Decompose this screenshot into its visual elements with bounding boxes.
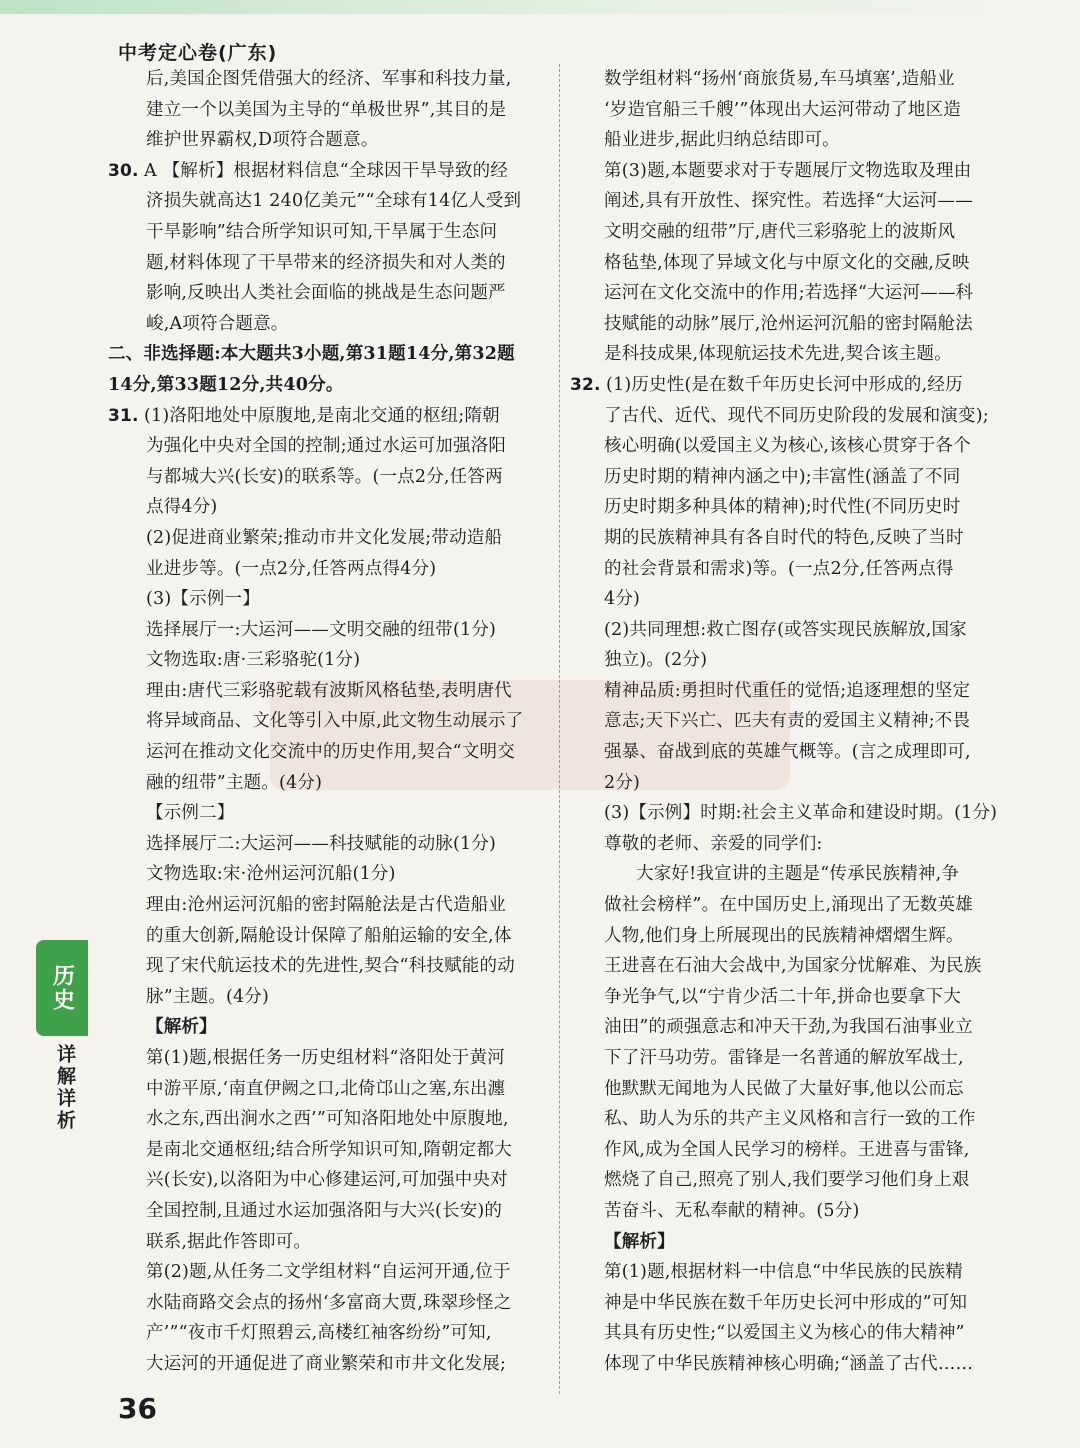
text-line: 数学组材料“扬州‘商旅货易,车马填塞’,造船业: [604, 69, 955, 89]
top-edge-band: [0, 0, 1080, 14]
text-line: 文明交融的纽带”厅,唐代三彩骆驼上的波斯风: [604, 221, 956, 242]
text-line: 阐述,具有开放性、探究性。若选择“大运河——: [604, 191, 973, 212]
text-line: 脉”主题。(4分): [146, 986, 270, 1007]
text-line: 业进步等。(一点2分,任答两点得4分): [146, 558, 437, 579]
text-line: 维护世界霸权,D项符合题意。: [146, 130, 379, 151]
text-line: 技赋能的动脉”展厅,沧州运河沉船的密封隔舱法: [604, 313, 973, 334]
text-line: 融的纽带”主题。(4分): [146, 772, 323, 793]
text-line: 船业进步,据此归纳总结即可。: [604, 130, 840, 151]
text-line: 选择展厅二:大运河——科技赋能的动脉(1分): [146, 833, 497, 854]
text-span: A 【解析】根据材料信息“全球因干旱导致的经: [144, 160, 509, 181]
text-line: 精神品质:勇担时代重任的觉悟;追逐理想的坚定: [604, 680, 971, 701]
page-number: 36: [118, 1392, 157, 1425]
text-line: 大运河的开通促进了商业繁荣和市井文化发展;: [146, 1353, 507, 1374]
text-line: 水陆商路交会点的扬州‘多富商大贾,珠翠珍怪之: [146, 1292, 512, 1313]
column-divider: [559, 64, 560, 1394]
text-line: 其具有历史性;“以爱国主义为核心的伟大精神”: [604, 1323, 965, 1344]
text-line: 燃烧了自己,照亮了别人,我们要学习他们身上艰: [604, 1170, 970, 1191]
text-line: 水之东,西出涧水之西’”可知洛阳地处中原腹地,: [146, 1109, 509, 1130]
text-line: 大家好!我宣讲的主题是“传承民族精神,争: [636, 864, 960, 885]
text-span: (1)洛阳地处中原腹地,是南北交通的枢纽;隋朝: [144, 405, 500, 426]
text-line: 影响,反映出人类社会面临的挑战是生态问题严: [146, 283, 506, 304]
text-line: 第(1)题,根据材料一中信息“中华民族的民族精: [604, 1262, 963, 1283]
text-line: 意志;天下兴亡、匹夫有责的爱国主义精神;不畏: [604, 711, 971, 732]
question-31-line: [108, 401, 554, 432]
text-line: 的社会背景和需求)等。(一点2分,任答两点得: [604, 558, 954, 579]
analysis-heading: 【解析】: [604, 1231, 675, 1252]
left-column: [108, 64, 554, 1380]
text-line: 他默默无闻地为人民做了大量好事,他以公而忘: [604, 1078, 964, 1099]
text-line: 下了汗马功劳。雷锋是一名普通的解放军战士,: [604, 1048, 964, 1068]
text-line: 第(3)题,本题要求对于专题展厅文物选取及理由: [604, 160, 972, 181]
text-line: 题,材料体现了干旱带来的经济损失和对人类的: [146, 252, 506, 273]
text-line: 第(2)题,从任务二文学组材料“自运河开通,位于: [146, 1262, 511, 1283]
text-line: 格毡垫,体现了异域文化与中原文化的交融,反映: [604, 252, 970, 273]
text-line: (2)共同理想:救亡图存(或答实现民族解放,国家: [604, 619, 967, 640]
text-line: 建立一个以美国为主导的“单极世界”,其目的是: [146, 99, 507, 120]
question-number: 31.: [108, 405, 139, 426]
text-line: 2分): [604, 772, 641, 793]
section-heading: 二、非选择题:本大题共3小题,第31题14分,第32题: [108, 344, 515, 365]
text-line: 点得4分): [146, 497, 218, 518]
text-line: 兴(长安),以洛阳为中心修建运河,可加强中央对: [146, 1170, 508, 1191]
text-line: 济损失就高达1 240亿美元”“全球有14亿人受到: [146, 191, 522, 212]
text-span: (1)历史性(是在数千年历史长河中形成的,经历: [606, 374, 963, 395]
text-line: 产’”“夜市千灯照碧云,高楼红袖客纷纷”可知,: [146, 1323, 492, 1344]
text-line: 中游平原,‘南直伊阙之口,北倚邙山之塞,东出瀍: [146, 1078, 506, 1099]
text-line: 文物选取:宋·沧州运河沉船(1分): [146, 864, 396, 885]
text-line: 苦奋斗、无私奉献的精神。(5分): [604, 1200, 860, 1221]
text-line: 历史时期多种具体的精神);时代性(不同历史时: [604, 497, 961, 518]
text-line: 独立)。(2分): [604, 650, 708, 671]
analysis-heading: 【解析】: [146, 1017, 217, 1038]
text-line: 历史时期的精神内涵之中);丰富性(涵盖了不同: [604, 466, 961, 487]
text-line: 油田”的顽强意志和冲天干劲,为我国石油事业立: [604, 1017, 973, 1038]
text-line: 理由:沧州运河沉船的密封隔舱法是古代造船业: [146, 895, 507, 916]
text-line: ‘岁造官船三千艘’”体现出大运河带动了地区造: [604, 99, 961, 120]
text-line: 核心明确(以爱国主义为核心,该核心贯穿于各个: [604, 436, 971, 457]
text-line: 为强化中央对全国的控制;通过水运可加强洛阳: [146, 436, 507, 457]
text-line: 是南北交通枢纽;结合所学知识可知,隋朝定都大: [146, 1139, 512, 1160]
text-line: 选择展厅一:大运河——文明交融的纽带(1分): [146, 619, 497, 640]
text-line: 后,美国企图凭借强大的经济、军事和科技力量,: [146, 69, 512, 89]
text-line: 体现了中华民族精神核心明确;“涵盖了古代……: [604, 1353, 974, 1374]
text-line: 强暴、奋战到底的英雄气概等。(言之成理即可,: [604, 742, 971, 763]
text-line: 运河在推动文化交流中的历史作用,契合“文明交: [146, 742, 515, 763]
page-header: 中考定心卷(广东): [118, 42, 278, 64]
question-number: 30.: [108, 160, 139, 181]
section-heading-cont: 14分,第33题12分,共40分。: [108, 374, 344, 395]
question-number: 32.: [570, 374, 601, 395]
text-line: (2)促进商业繁荣;推动市井文化发展;带动造船: [146, 527, 503, 548]
subject-tab-label: 历史: [49, 964, 75, 1012]
text-line: 的重大创新,隔舱设计保障了船舶运输的安全,体: [146, 925, 512, 946]
text-line: (3)【示例一】: [146, 589, 260, 610]
text-line: 是科技成果,体现航运技术先进,契合该主题。: [604, 344, 952, 365]
text-line: 将异域商品、文化等引入中原,此文物生动展示了: [146, 711, 524, 732]
text-line: 第(1)题,根据任务一历史组材料“洛阳处于黄河: [146, 1048, 505, 1068]
text-line: 干旱影响”结合所学知识可知,干旱属于生态问: [146, 221, 498, 242]
text-line: 了古代、近代、现代不同历史阶段的发展和演变);: [604, 405, 989, 426]
text-line: 与都城大兴(长安)的联系等。(一点2分,任答两: [146, 466, 503, 487]
text-line: 【示例二】: [146, 803, 235, 824]
text-line: 做社会榜样”。在中国历史上,涌现出了无数英雄: [604, 895, 973, 916]
text-line: 峻,A项符合题意。: [146, 313, 289, 334]
text-line: 文物选取:唐·三彩骆驼(1分): [146, 650, 361, 671]
text-line: 神是中华民族在数千年历史长河中形成的”可知: [604, 1292, 968, 1313]
text-line: 人物,他们身上所展现出的民族精神熠熠生辉。: [604, 925, 964, 946]
text-line: 理由:唐代三彩骆驼载有波斯风格毡垫,表明唐代: [146, 680, 512, 701]
text-line: 全国控制,且通过水运加强洛阳与大兴(长安)的: [146, 1200, 503, 1221]
question-32-line: [570, 370, 1010, 401]
text-line: 现了宋代航运技术的先进性,契合“科技赋能的动: [146, 956, 515, 977]
text-line: 私、助人为乐的共产主义风格和言行一致的工作: [604, 1109, 976, 1130]
right-column: [570, 64, 1010, 1380]
text-line: (3)【示例】时期:社会主义革命和建设时期。(1分): [604, 803, 998, 824]
text-line: 联系,据此作答即可。: [146, 1231, 312, 1252]
text-line: 王进喜在石油大会战中,为国家分忧解难、为民族: [604, 956, 982, 977]
text-line: 争光争气,以“宁肯少活二十年,拼命也要拿下大: [604, 986, 961, 1007]
text-line: 作风,成为全国人民学习的榜样。王进喜与雷锋,: [604, 1139, 970, 1160]
text-line: 尊敬的老师、亲爱的同学们:: [604, 833, 823, 854]
question-30-line: [108, 156, 554, 187]
sidebar-label: 详解详析: [54, 1044, 76, 1132]
text-line: 运河在文化交流中的作用;若选择“大运河——科: [604, 283, 974, 304]
text-line: 期的民族精神具有各自时代的特色,反映了当时: [604, 527, 964, 548]
subject-tab: [36, 940, 88, 1036]
text-line: 4分): [604, 589, 641, 610]
